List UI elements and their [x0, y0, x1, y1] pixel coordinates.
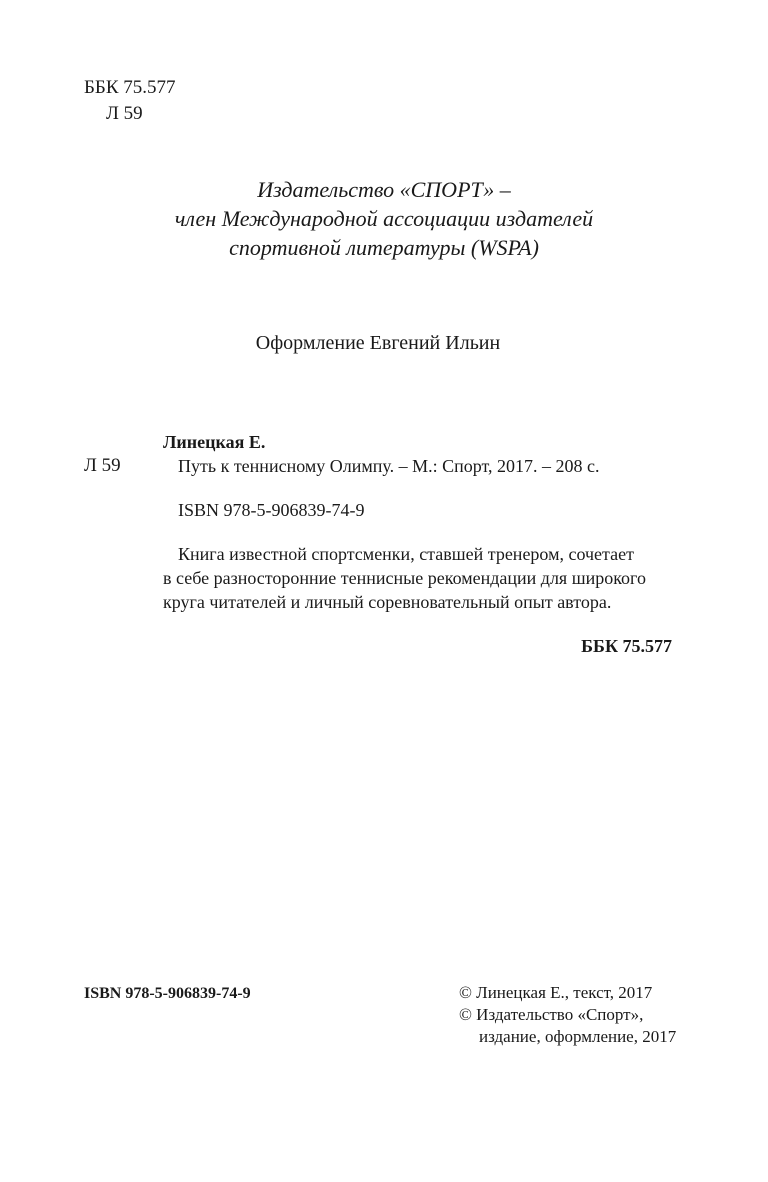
copyright-line: © Линецкая Е., текст, 2017: [459, 983, 653, 1002]
bbk-code-bottom: ББК 75.577: [581, 636, 672, 656]
bbk-code: ББК 75.577: [84, 77, 176, 98]
author-name: Линецкая Е.: [163, 432, 266, 452]
entry-index: Л 59: [84, 455, 121, 476]
publisher-note-line: член Международной ассоциации издателей: [174, 206, 594, 231]
copyright-block: [459, 982, 676, 1048]
annotation: [163, 542, 683, 614]
publisher-note-line: Издательство «СПОРТ» –: [257, 177, 511, 202]
publisher-note: [0, 175, 768, 262]
annotation-line: в себе разносторонние теннисные рекомендации для широкого: [163, 568, 646, 588]
annotation-line: круга читателей и личный соревновательный опыт автора.: [163, 592, 612, 612]
isbn-footer: ISBN 978-5-906839-74-9: [84, 985, 251, 1002]
isbn-inline: ISBN 978-5-906839-74-9: [178, 500, 365, 520]
design-credit: Оформление Евгений Ильин: [255, 332, 501, 354]
publisher-note-line: спортивной литературы (WSPA): [229, 235, 539, 260]
annotation-line: Книга известной спортсменки, ставшей тренером, сочетает: [178, 544, 634, 564]
copyright-line: издание, оформление, 2017: [479, 1027, 677, 1046]
author-index: Л 59: [106, 103, 143, 124]
copyright-line: © Издательство «Спорт»,: [459, 1005, 644, 1024]
bibliographic-line: Путь к теннисному Олимпу. – М.: Спорт, 2017. – 208 с.: [178, 456, 600, 476]
